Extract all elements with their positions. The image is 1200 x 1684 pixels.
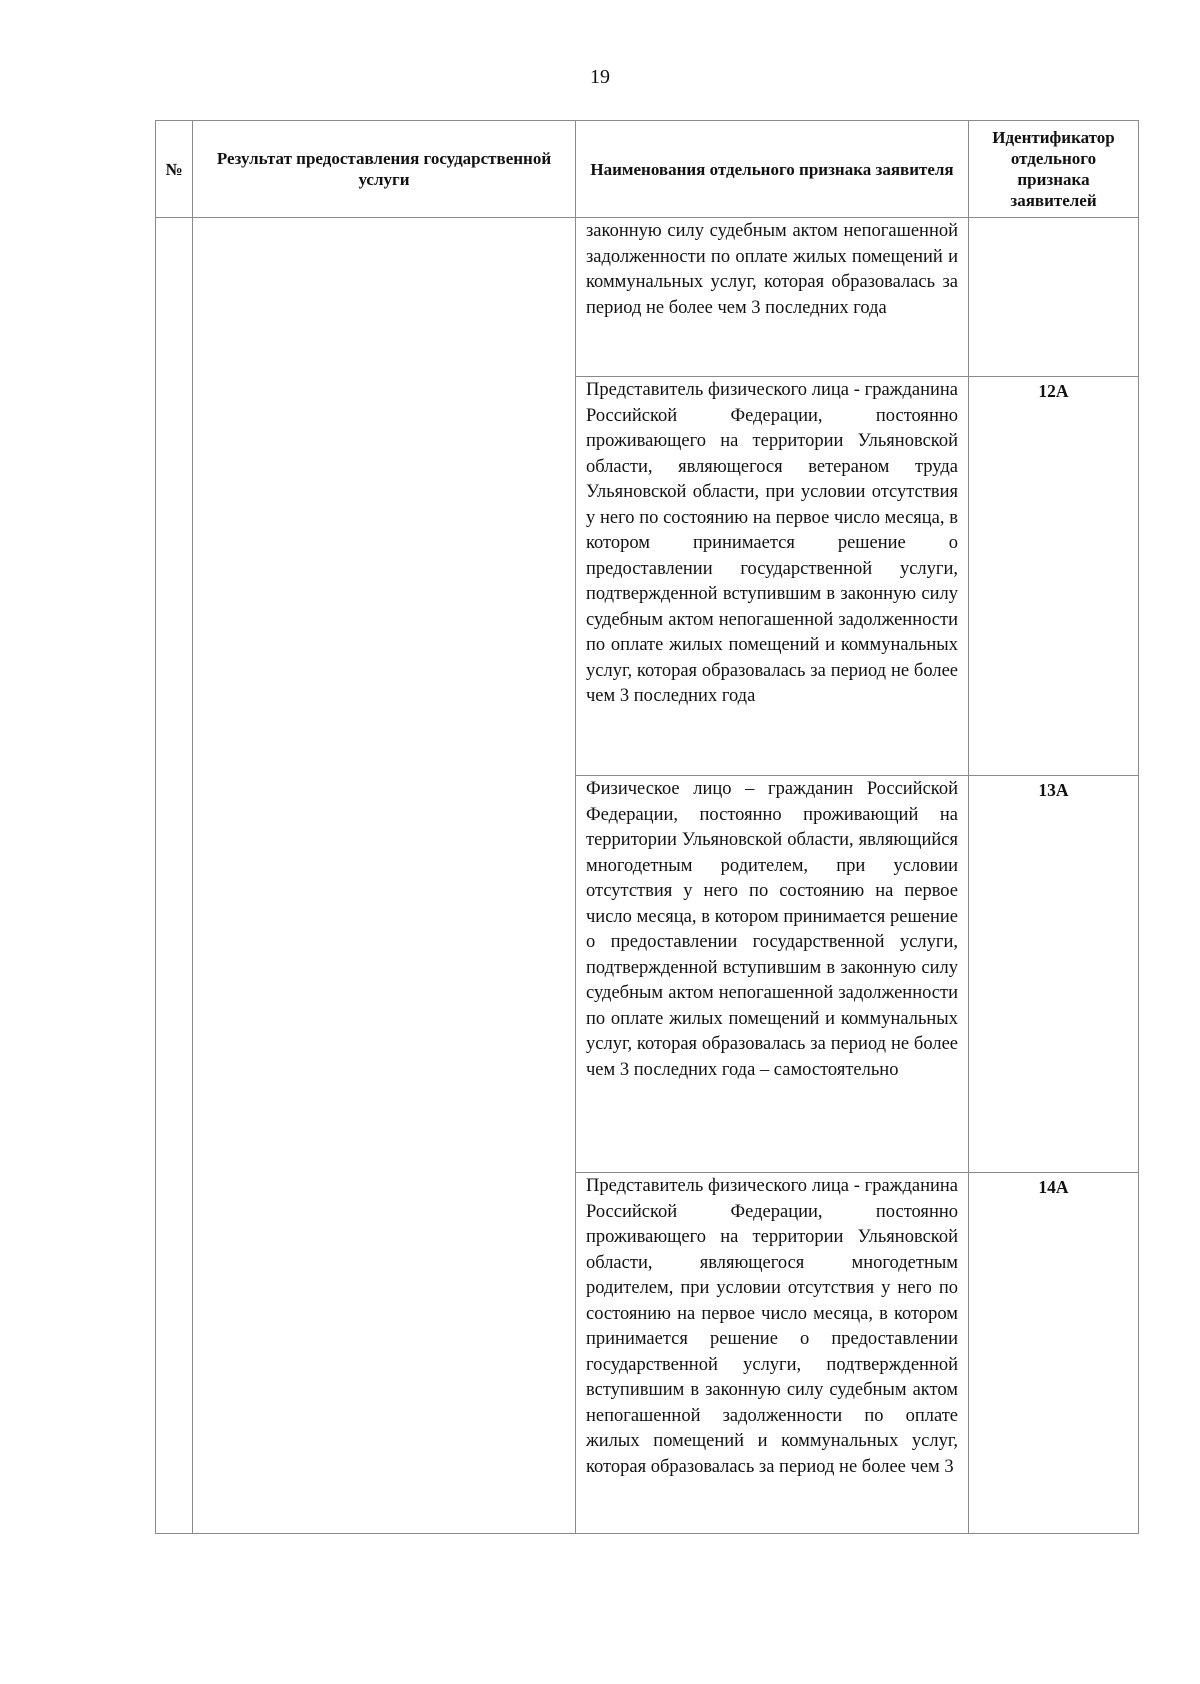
header-name: Наименования отдельного признака заявителя <box>576 121 969 218</box>
applicant-criteria-table <box>155 120 1139 1534</box>
cell-criterion <box>576 218 969 377</box>
header-result: Результат предоставления государственной услуги <box>193 121 576 218</box>
cell-identifier <box>969 1173 1139 1534</box>
cell-result <box>193 218 576 1534</box>
table-row <box>156 218 1139 377</box>
cell-identifier <box>969 377 1139 776</box>
header-number: № <box>156 121 193 218</box>
cell-criterion <box>576 776 969 1173</box>
identifier-text: 12А <box>1038 381 1069 401</box>
cell-identifier <box>969 218 1139 377</box>
criterion-text: Представитель физического лица - гражданина Российской Федерации, постоянно проживающего на территории Ульяновской области, являющегося ветераном труда Ульяновской области, при условии отсутствия у него по состоянию на первое число месяца, в котором принимается решение о предоставлении государственной услуги, подтвержденной вступившим в законную силу судебным актом непогашенной задолженности по оплате жилых помещений и коммунальных услуг, которая образовалась за период не более чем 3 последних года <box>586 380 958 706</box>
cell-criterion <box>576 1173 969 1534</box>
cell-criterion <box>576 377 969 776</box>
table-header-row <box>156 121 1139 218</box>
criterion-text: Представитель физического лица - гражданина Российской Федерации, постоянно проживающего на территории Ульяновской области, являющегося многодетным родителем, при условии отсутствия у него по состоянию на первое число месяца, в котором принимается решение о предоставлении государственной услуги, подтвержденной вступившим в законную силу судебным актом непогашенной задолженности по оплате жилых помещений и коммунальных услуг, которая образовалась за период не более чем 3 <box>586 1176 958 1477</box>
identifier-text: 13А <box>1038 780 1069 800</box>
page-number: 19 <box>590 66 610 88</box>
identifier-text: 14А <box>1038 1177 1069 1197</box>
criterion-text: законную силу судебным актом непогашенной задолженности по оплате жилых помещений и коммунальных услуг, которая образовалась за период не более чем 3 последних года <box>586 221 958 318</box>
cell-number <box>156 218 193 1534</box>
identifier-text <box>969 218 1138 222</box>
header-identifier: Идентификатор отдельного признака заявителей <box>969 121 1139 218</box>
cell-identifier <box>969 776 1139 1173</box>
criterion-text: Физическое лицо – гражданин Российской Федерации, постоянно проживающий на территории Ульяновской области, являющийся многодетным родителем, при условии отсутствия у него по состоянию на первое число месяца, в котором принимается решение о предоставлении государственной услуги, подтвержденной вступившим в законную силу судебным актом непогашенной задолженности по оплате жилых помещений и коммунальных услуг, которая образовалась за период не более чем 3 последних года – самостоятельно <box>586 779 958 1080</box>
